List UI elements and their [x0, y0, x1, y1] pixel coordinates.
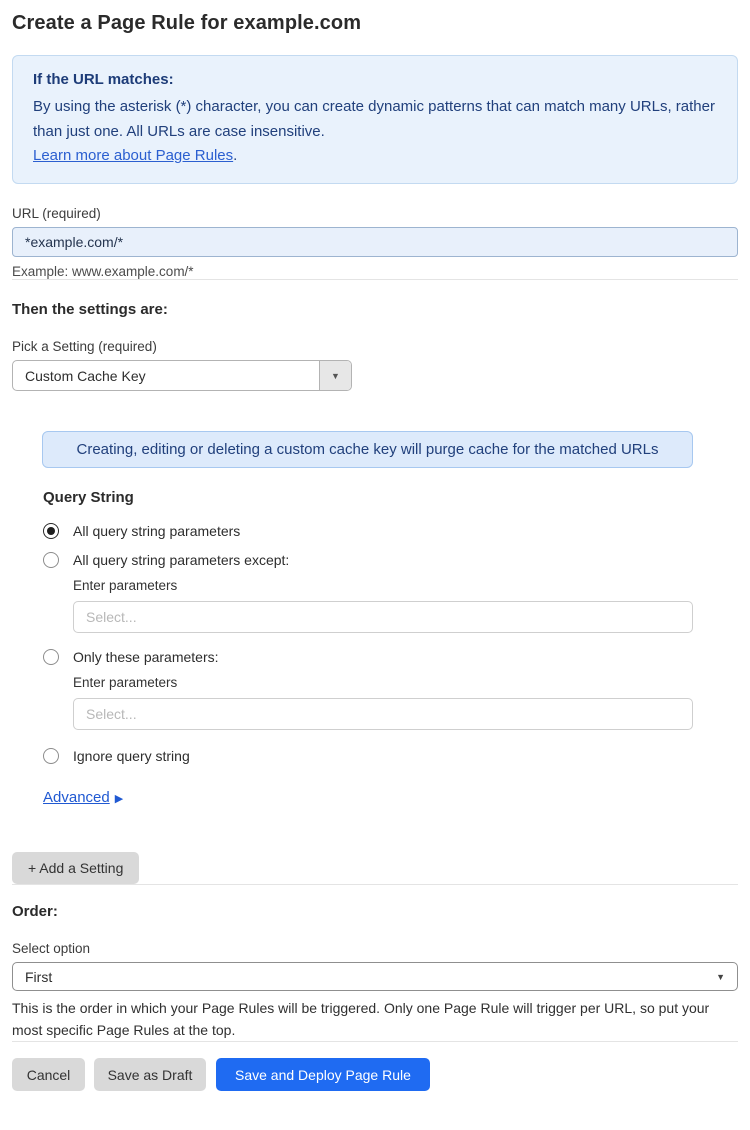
- page-title: Create a Page Rule for example.com: [12, 12, 362, 34]
- save-and-deploy-button[interactable]: Save and Deploy Page Rule: [216, 1058, 430, 1091]
- footer-actions: [12, 1058, 738, 1091]
- enter-parameters-label: Enter parameters: [73, 675, 178, 690]
- order-select-label: Select option: [12, 941, 91, 956]
- info-box-body: By using the asterisk (*) character, you can create dynamic patterns that can match many URLs, rather than just one. All URLs are case insensitive.: [33, 97, 715, 140]
- divider: [12, 884, 738, 885]
- radio-option-label: Ignore query string: [73, 748, 190, 764]
- info-box-link-line: [33, 144, 717, 169]
- divider: [12, 279, 738, 280]
- link-period: .: [233, 147, 238, 165]
- url-field-label: URL (required): [12, 206, 101, 221]
- cancel-button[interactable]: Cancel: [12, 1058, 85, 1091]
- learn-more-link[interactable]: Learn more about Page Rules: [33, 147, 234, 165]
- divider: [12, 1041, 738, 1042]
- query-string-heading: Query String: [43, 489, 134, 506]
- radio-option-label: Only these parameters:: [73, 649, 219, 665]
- order-select-value: First: [25, 968, 53, 985]
- radio-button-icon[interactable]: [43, 523, 59, 539]
- radio-option-label: All query string parameters: [73, 523, 241, 539]
- radio-button-icon[interactable]: [43, 552, 59, 568]
- radio-option-only-these[interactable]: [43, 649, 738, 665]
- caret-right-icon: ▶: [114, 793, 124, 805]
- radio-option-all-except[interactable]: [43, 552, 738, 568]
- url-match-info-box: [12, 55, 738, 184]
- query-string-options: [43, 523, 738, 764]
- only-params-block: [73, 675, 738, 730]
- advanced-link[interactable]: Advanced: [43, 789, 110, 806]
- chevron-down-icon[interactable]: ▼: [319, 361, 351, 390]
- cache-key-notice: Creating, editing or deleting a custom cache key will purge cache for the matched URLs: [42, 431, 693, 468]
- save-as-draft-button[interactable]: Save as Draft: [94, 1058, 206, 1091]
- except-params-block: [73, 578, 738, 633]
- radio-option-label: All query string parameters except:: [73, 552, 290, 568]
- order-heading: Order:: [12, 903, 58, 920]
- setting-dropdown-value: Custom Cache Key: [25, 367, 146, 384]
- radio-option-all-params[interactable]: [43, 523, 738, 539]
- url-example-text: Example: www.example.com/*: [12, 264, 194, 279]
- info-box-heading: If the URL matches:: [33, 71, 174, 88]
- chevron-down-icon: ▼: [716, 971, 725, 982]
- order-help-text: This is the order in which your Page Rules will be triggered. Only one Page Rule will trigger per URL, so put your most specific Page Rules at the top.: [12, 1000, 710, 1038]
- radio-option-ignore-query[interactable]: [43, 748, 738, 764]
- radio-button-icon[interactable]: [43, 649, 59, 665]
- order-select[interactable]: [12, 962, 738, 991]
- add-setting-button[interactable]: + Add a Setting: [12, 852, 139, 884]
- radio-button-icon[interactable]: [43, 748, 59, 764]
- only-params-input[interactable]: [73, 698, 693, 730]
- except-params-input[interactable]: [73, 601, 693, 633]
- url-input[interactable]: [12, 227, 738, 257]
- setting-dropdown[interactable]: [12, 360, 352, 391]
- advanced-row: [43, 789, 738, 806]
- pick-setting-label: Pick a Setting (required): [12, 339, 157, 354]
- settings-section-heading: Then the settings are:: [12, 301, 168, 318]
- enter-parameters-label: Enter parameters: [73, 578, 178, 593]
